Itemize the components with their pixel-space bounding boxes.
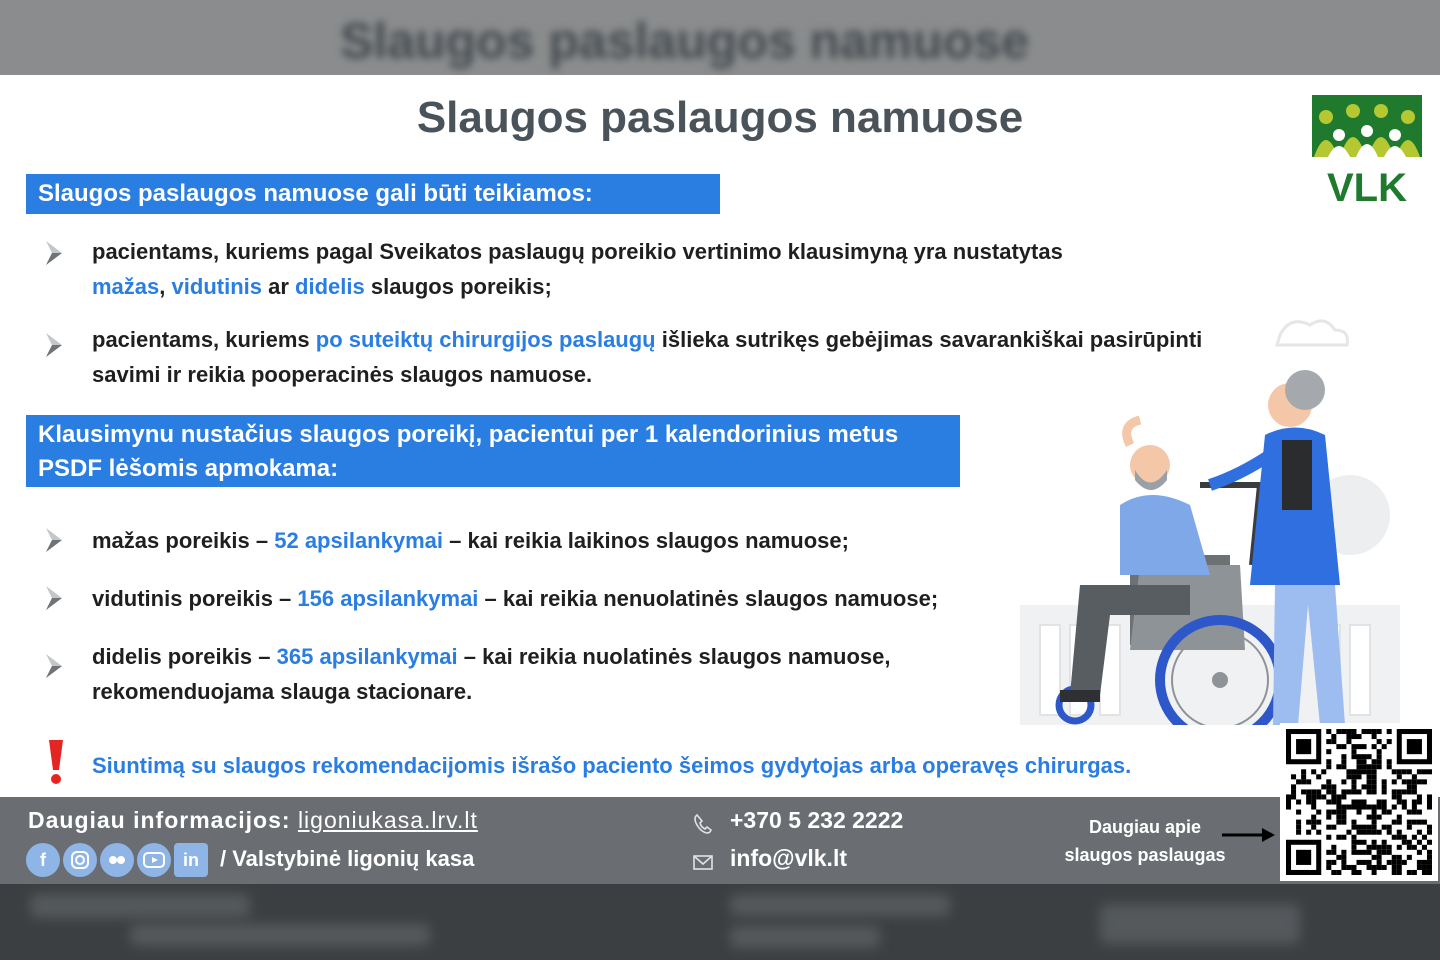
chevron-right-icon: [44, 331, 66, 359]
referral-note: Siuntimą su slaugos rekomendacijomis išrašo paciento šeimos gydytojas arba operavęs chirurgas.: [92, 753, 1132, 778]
blurred-backdrop-title: Slaugos paslaugos namuose: [340, 13, 1030, 69]
blurred-backdrop-bottom: [0, 884, 1440, 960]
phone-number[interactable]: +370 5 232 2222: [730, 807, 904, 833]
phone-icon: [692, 813, 714, 835]
page-title: Slaugos paslaugos namuose: [416, 93, 1024, 142]
mail-icon: [692, 851, 714, 873]
vlk-logo: [1312, 95, 1422, 205]
logo-text: VLK: [1327, 166, 1407, 205]
footer-bar: [0, 797, 1440, 884]
more-info: Daugiau informacijos: ligoniukasa.lrv.lt: [28, 807, 478, 833]
bullet-low-need: mažas poreikis – 52 apsilankymai – kai reikia laikinos slaugos namuose;: [92, 528, 849, 553]
chevron-right-icon: [44, 526, 66, 554]
more-about-services: Daugiau apie slaugos paslaugas: [1064, 817, 1226, 865]
chevron-right-icon: [44, 584, 66, 612]
email-address[interactable]: info@vlk.lt: [730, 845, 847, 871]
exclamation-icon: [44, 738, 68, 786]
bullet-post-surgery: pacientams, kuriems po suteiktų chirurgijos paslaugų išlieka sutrikęs gebėjimas savarankiškai pasirūpinti savimi ir reikia pooperacinės slaugos namuose.: [92, 327, 1203, 387]
website-link[interactable]: ligoniukasa.lrv.lt: [297, 807, 478, 833]
bullet-medium-need: vidutinis poreikis – 156 apsilankymai – kai reikia nenuolatinės slaugos namuose;: [92, 586, 939, 611]
organization-name: / Valstybinė ligonių kasa: [220, 846, 475, 871]
facebook-icon[interactable]: f: [26, 843, 60, 877]
social-links: [26, 843, 208, 877]
blurred-backdrop-top: [0, 0, 1440, 75]
instagram-icon[interactable]: [63, 843, 97, 877]
bullet-high-need: didelis poreikis – 365 apsilankymai – kai reikia nuolatinės slaugos namuose, rekomenduojama slauga stacionare.: [92, 644, 891, 704]
section-header-services: Slaugos paslaugos namuose gali būti teikiamos:: [26, 174, 720, 214]
youtube-icon[interactable]: [137, 843, 171, 877]
poster: [0, 75, 1440, 884]
section-header-funding: Klausimynu nustačius slaugos poreikį, pacientui per 1 kalendorinius metus PSDF lėšomis apmokama:: [26, 415, 960, 487]
qr-code-pattern: [1286, 729, 1432, 875]
caregiver-wheelchair-illustration: [1020, 305, 1420, 725]
flickr-icon[interactable]: [100, 843, 134, 877]
chevron-right-icon: [44, 652, 66, 680]
bullet-need-levels: pacientams, kuriems pagal Sveikatos paslaugų poreikio vertinimo klausimyną yra nustatytas mažas, vidutinis ar didelis slaugos poreikis;: [92, 239, 1063, 299]
arrow-right-icon: [1222, 827, 1276, 843]
qr-code[interactable]: [1280, 723, 1438, 881]
linkedin-icon[interactable]: in: [174, 843, 208, 877]
chevron-right-icon: [44, 239, 66, 267]
